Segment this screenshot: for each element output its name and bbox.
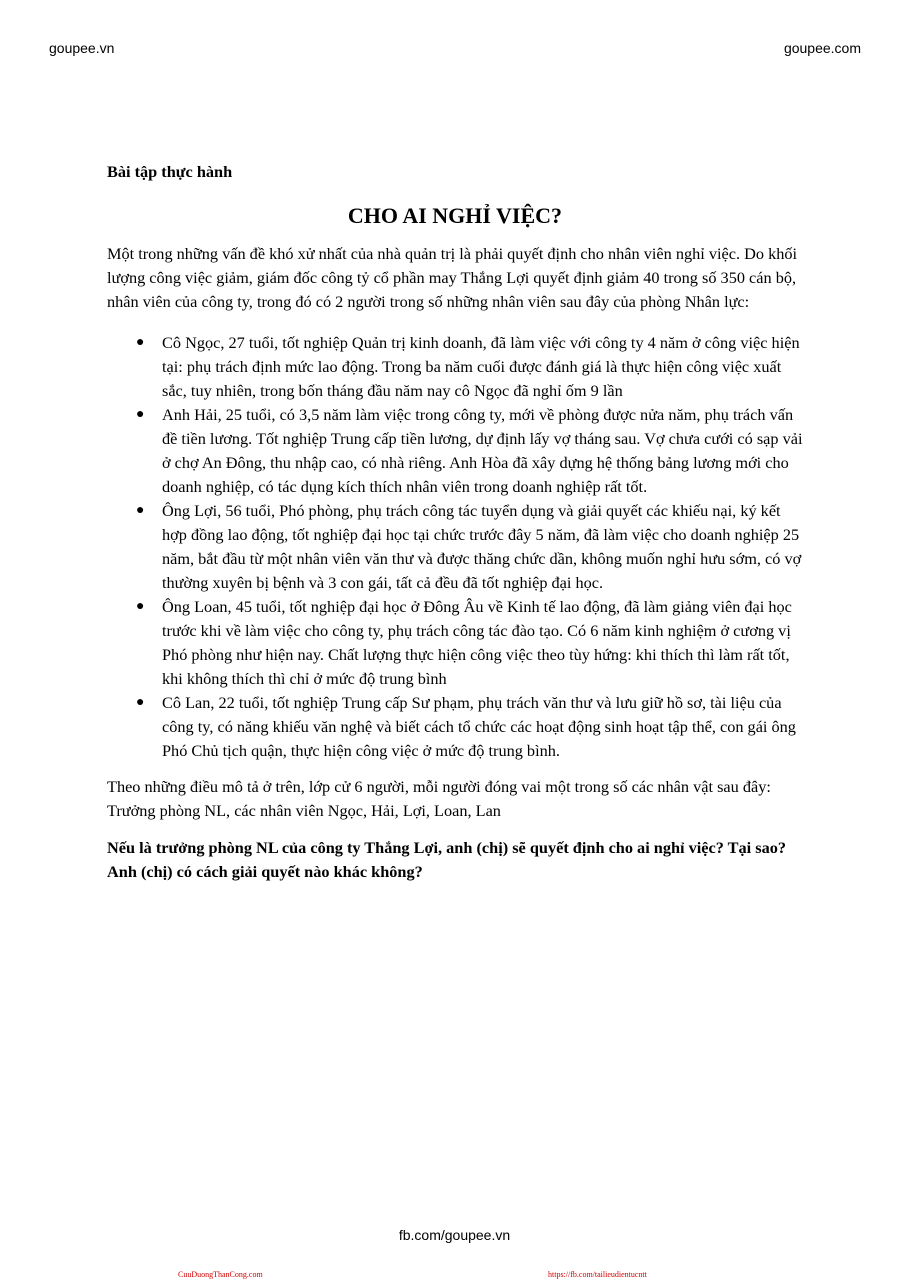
list-item-text: Ông Lợi, 56 tuổi, Phó phòng, phụ trách công tác tuyển dụng và giải quyết các khiếu nại, ký kết hợp đồng lao động, tốt nghiệp đại học tại chức trước đây 5 năm, đã làm việc cho doanh nghiệp 25 năm, bắt đầu từ một nhân viên văn thư và được thăng chức dần, không muốn nghỉ hưu sớm, có vợ thường xuyên bị bệnh và 3 con gái, tất cả đều đã tốt nghiệp đại học. [162, 501, 802, 592]
document-body [107, 160, 803, 884]
footer-link: fb.com/goupee.vn [398, 1227, 511, 1243]
intro-paragraph: Một trong những vấn đề khó xử nhất của nhà quản trị là phải quyết định cho nhân viên nghỉ việc. Do khối lượng công việc giảm, giám đốc công tỷ cổ phần may Thắng Lợi quyết định giảm 40 trong số 350 cán bộ, nhân viên của công ty, trong đó có 2 người trong số những nhân viên sau đây của phòng Nhân lực: [107, 244, 798, 311]
list-item-ngoc [136, 331, 803, 403]
list-item-loan [136, 595, 803, 691]
bullet-icon: ● [136, 503, 145, 518]
list-item-text: Anh Hải, 25 tuổi, có 3,5 năm làm việc trong công ty, mới về phòng được nửa năm, phụ trách vấn đề tiền lương. Tốt nghiệp Trung cấp tiền lương, dự định lấy vợ tháng sau. Vợ chưa cưới có sạp vải ở chợ An Đông, thu nhập cao, có nhà riêng. Anh Hòa đã xây dựng hệ thống bảng lương mới cho doanh nghiệp, có tác dụng kích thích nhân viên trong doanh nghiệp rất tốt. [162, 405, 803, 496]
closing-paragraph: Theo những điều mô tả ở trên, lớp cử 6 người, mỗi người đóng vai một trong số các nhân vật sau đây: Trưởng phòng NL, các nhân viên Ngọc, Hải, Lợi, Loan, Lan [107, 777, 771, 820]
list-item-hai [136, 403, 803, 499]
watermark-right: https://fb.com/tailieudientucntt [548, 1270, 647, 1279]
watermark-left: CuuDuongThanCong.com [178, 1270, 263, 1279]
list-item-text: Ông Loan, 45 tuổi, tốt nghiệp đại học ở Đông Âu về Kinh tế lao động, đã làm giảng viên đại học trước khi về làm việc cho công ty, phụ trách công tác đào tạo. Có 6 năm kinh nghiệm ở cương vị Phó phòng như hiện nay. Chất lượng thực hiện công việc theo tùy hứng: khi thích thì làm rất tốt, khi không thích thì chỉ ở mức độ trung bình [162, 597, 792, 688]
section-label: Bài tập thực hành [107, 162, 233, 181]
discussion-question: Nếu là trưởng phòng NL của công ty Thắng Lợi, anh (chị) sẽ quyết định cho ai nghỉ việc? Tại sao? Anh (chị) có cách giải quyết nào khác không? [107, 838, 787, 881]
bullet-icon: ● [136, 335, 145, 350]
document-title: CHO AI NGHỈ VIỆC? [347, 203, 563, 228]
list-item-loi [136, 499, 803, 595]
bullet-icon: ● [136, 695, 145, 710]
employee-list [107, 331, 803, 763]
header-left-site: goupee.vn [49, 40, 115, 56]
list-item-text: Cô Ngọc, 27 tuổi, tốt nghiệp Quản trị kinh doanh, đã làm việc với công ty 4 năm ở công việc hiện tại: phụ trách định mức lao động. Trong ba năm cuối được đánh giá là thực hiện công việc xuất sắc, tuy nhiên, trong bốn tháng đầu năm nay cô Ngọc đã nghỉ ốm 9 lần [162, 333, 800, 400]
header-right-site: goupee.com [783, 40, 861, 56]
list-item-lan [136, 691, 803, 763]
bullet-icon: ● [136, 407, 145, 422]
list-item-text: Cô Lan, 22 tuổi, tốt nghiệp Trung cấp Sư phạm, phụ trách văn thư và lưu giữ hồ sơ, tài liệu của công ty, có năng khiếu văn nghệ và biết cách tổ chức các hoạt động sinh hoạt tập thể, con gái ông Phó Chủ tịch quận, thực hiện công việc ở mức độ trung bình. [162, 693, 796, 760]
bullet-icon: ● [136, 599, 145, 614]
